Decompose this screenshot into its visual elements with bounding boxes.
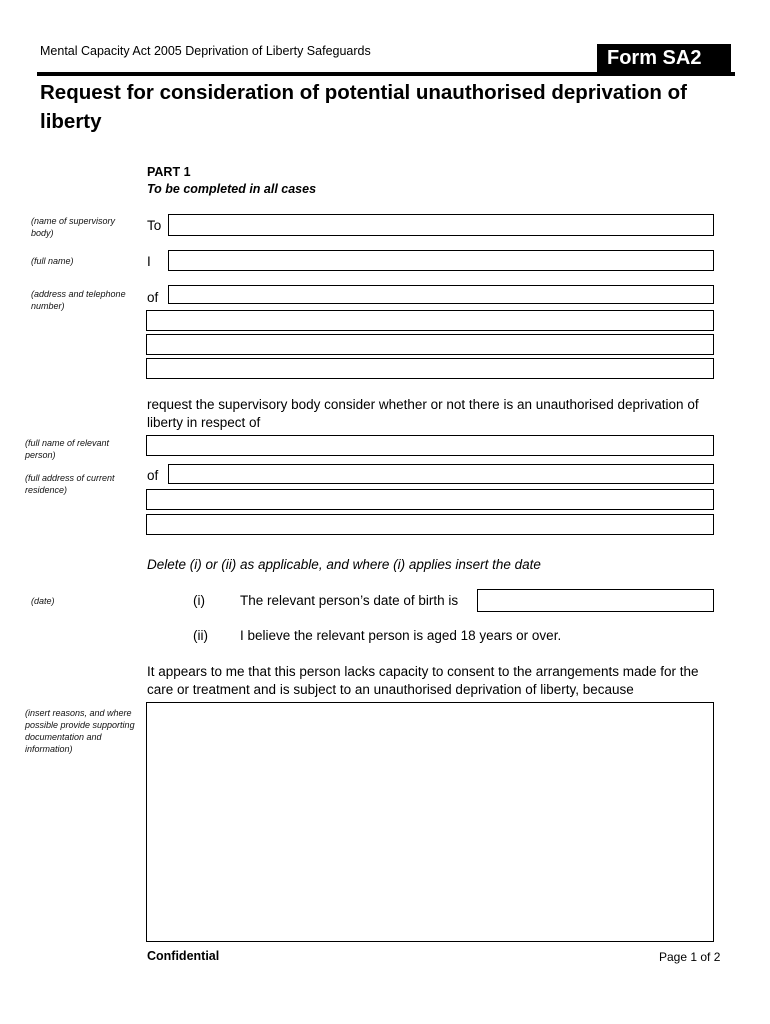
address-field-4[interactable] bbox=[146, 358, 714, 379]
full-name-field[interactable] bbox=[168, 250, 714, 271]
address-field-1[interactable] bbox=[168, 285, 714, 304]
date-of-birth-field[interactable] bbox=[477, 589, 714, 612]
option-i-text: The relevant person’s date of birth is bbox=[240, 593, 459, 608]
request-paragraph: request the supervisory body consider whether or not there is an unauthorised deprivation of liberty in respect of bbox=[147, 397, 699, 430]
label-of: of bbox=[147, 290, 159, 305]
option-i-number: (i) bbox=[193, 593, 205, 608]
label-of-residence: of bbox=[147, 468, 159, 483]
residence-field-1[interactable] bbox=[168, 464, 714, 484]
form-id-badge: Form SA2 bbox=[597, 44, 731, 74]
option-ii-text: I believe the relevant person is aged 18 years or over. bbox=[240, 628, 562, 643]
page-number: Page 1 of 2 bbox=[659, 950, 721, 964]
note-reasons: (insert reasons, and where possible provide supporting documentation and information) bbox=[25, 708, 135, 754]
note-full-name: (full name) bbox=[31, 256, 74, 266]
note-address-phone: (address and telephone number) bbox=[31, 289, 126, 311]
note-relevant-person: (full name of relevant person) bbox=[25, 438, 110, 460]
note-current-residence: (full address of current residence) bbox=[25, 473, 115, 495]
address-field-3[interactable] bbox=[146, 334, 714, 355]
page-title: Request for consideration of potential unauthorised deprivation of liberty bbox=[40, 81, 687, 133]
act-title: Mental Capacity Act 2005 Deprivation of Liberty Safeguards bbox=[40, 44, 371, 58]
label-to: To bbox=[147, 218, 162, 233]
confidential-label: Confidential bbox=[147, 949, 220, 963]
residence-field-3[interactable] bbox=[146, 514, 714, 535]
part-heading: PART 1 bbox=[147, 165, 191, 179]
delete-instruction: Delete (i) or (ii) as applicable, and where (i) applies insert the date bbox=[147, 557, 541, 572]
address-field-2[interactable] bbox=[146, 310, 714, 331]
relevant-person-name-field[interactable] bbox=[146, 435, 714, 456]
part-subheading: To be completed in all cases bbox=[147, 182, 317, 196]
label-i: I bbox=[147, 254, 151, 269]
option-ii-number: (ii) bbox=[193, 628, 208, 643]
residence-field-2[interactable] bbox=[146, 489, 714, 510]
note-date: (date) bbox=[31, 596, 55, 606]
capacity-paragraph: It appears to me that this person lacks capacity to consent to the arrangements made for the care or treatment and is subject to an unauthorised deprivation of liberty, because bbox=[147, 664, 699, 697]
note-supervisory-body: (name of supervisory body) bbox=[31, 216, 116, 238]
supervisory-body-field[interactable] bbox=[168, 214, 714, 236]
header-divider bbox=[37, 72, 735, 76]
reasons-textarea[interactable] bbox=[146, 702, 714, 942]
